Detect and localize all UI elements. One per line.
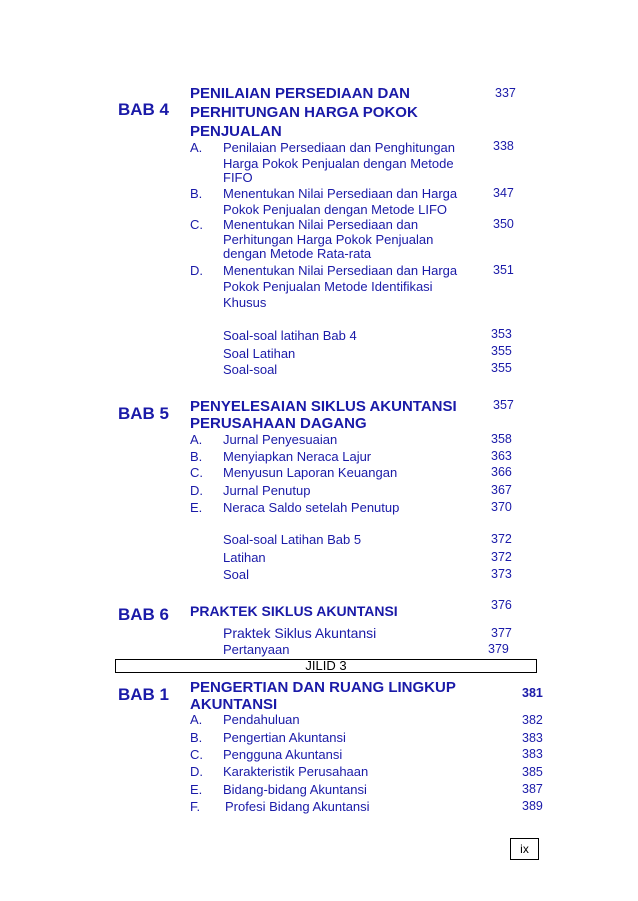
- item-line: Karakteristik Perusahaan: [223, 764, 369, 779]
- item-letter: D.: [190, 483, 203, 498]
- item-line: Harga Pokok Penjualan dengan Metode: [223, 156, 454, 171]
- page-number: 337: [495, 86, 516, 100]
- item-line: Menentukan Nilai Persediaan dan Harga: [223, 186, 458, 201]
- extra-item: Soal-soal Latihan Bab 5: [223, 532, 362, 547]
- item-line: Menyiapkan Neraca Lajur: [223, 449, 372, 464]
- page-number: 382: [522, 713, 543, 727]
- item-line: Pengertian Akuntansi: [223, 730, 346, 745]
- extra-item: Latihan: [223, 550, 266, 565]
- item-letter: A.: [190, 712, 203, 727]
- page-number: 389: [522, 799, 543, 813]
- page-number: 372: [491, 550, 512, 564]
- chapter-title-line: PRAKTEK SIKLUS AKUNTANSI: [190, 603, 398, 619]
- extra-item: Praktek Siklus Akuntansi: [223, 625, 377, 641]
- item-line: Menentukan Nilai Persediaan dan: [223, 217, 419, 232]
- item-line: Penilaian Persediaan dan Penghitungan: [223, 140, 456, 155]
- item-line: Bidang-bidang Akuntansi: [223, 782, 367, 797]
- page-number: 355: [491, 361, 512, 375]
- item-letter: F.: [190, 799, 201, 814]
- page-number: 363: [491, 449, 512, 463]
- page-number: 376: [491, 598, 512, 612]
- item-letter: B.: [190, 186, 203, 201]
- page-number: 353: [491, 327, 512, 341]
- page-number: 385: [522, 765, 543, 779]
- item-line: dengan Metode Rata-rata: [223, 246, 372, 261]
- extra-item: Soal Latihan: [223, 346, 296, 361]
- page-number: 373: [491, 567, 512, 581]
- item-line: Pokok Penjualan dengan Metode LIFO: [223, 202, 448, 217]
- page-number: 351: [493, 263, 514, 277]
- chapter-title-line: PENJUALAN: [190, 123, 282, 140]
- page-number: 338: [493, 139, 514, 153]
- chapter-title-line: AKUNTANSI: [190, 696, 278, 713]
- extra-item: Soal-soal: [223, 362, 278, 377]
- page-number: 377: [491, 626, 512, 640]
- extra-item: Pertanyaan: [223, 642, 290, 657]
- item-line: Menyusun Laporan Keuangan: [223, 465, 398, 480]
- item-letter: B.: [190, 730, 203, 745]
- page-number: 366: [491, 465, 512, 479]
- page-number: 383: [522, 747, 543, 761]
- item-line: Khusus: [223, 295, 267, 310]
- item-letter: B.: [190, 449, 203, 464]
- volume-divider: JILID 3: [115, 659, 537, 673]
- page-number: 350: [493, 217, 514, 231]
- extra-item: Soal: [223, 567, 250, 582]
- item-letter: A.: [190, 432, 203, 447]
- chapter-label: BAB 4: [118, 100, 170, 119]
- page-number: 383: [522, 731, 543, 745]
- item-letter: C.: [190, 465, 203, 480]
- item-line: FIFO: [223, 170, 253, 185]
- chapter-label: BAB 1: [118, 685, 170, 704]
- item-letter: D.: [190, 263, 203, 278]
- extra-item: Soal-soal latihan Bab 4: [223, 328, 357, 343]
- item-line: Perhitungan Harga Pokok Penjualan: [223, 232, 434, 247]
- page-number: 387: [522, 782, 543, 796]
- item-letter: E.: [190, 782, 203, 797]
- page-number: 355: [491, 344, 512, 358]
- chapter-label: BAB 5: [118, 404, 170, 423]
- item-line: Menentukan Nilai Persediaan dan Harga: [223, 263, 458, 278]
- item-line: Pokok Penjualan Metode Identifikasi: [223, 279, 433, 294]
- chapter-title-line: PENILAIAN PERSEDIAAN DAN: [190, 85, 411, 102]
- page-number: 358: [491, 432, 512, 446]
- chapter-title-line: PENYELESAIAN SIKLUS AKUNTANSI: [190, 398, 457, 415]
- page-number: 372: [491, 532, 512, 546]
- item-letter: E.: [190, 500, 203, 515]
- page-number: 357: [493, 398, 514, 412]
- item-line: Jurnal Penutup: [223, 483, 311, 498]
- chapter-title-line: PENGERTIAN DAN RUANG LINGKUP: [190, 679, 456, 696]
- item-line: Jurnal Penyesuaian: [223, 432, 338, 447]
- item-letter: D.: [190, 764, 203, 779]
- item-line: Profesi Bidang Akuntansi: [225, 799, 370, 814]
- page-number-box: ix: [510, 838, 539, 860]
- page-number: 370: [491, 500, 512, 514]
- item-line: Pengguna Akuntansi: [223, 747, 343, 762]
- chapter-title-line: PERHITUNGAN HARGA POKOK: [190, 104, 418, 121]
- item-letter: C.: [190, 747, 203, 762]
- item-letter: C.: [190, 217, 203, 232]
- chapter-label: BAB 6: [118, 605, 170, 624]
- item-line: Pendahuluan: [223, 712, 300, 727]
- page-number: 381: [522, 686, 543, 700]
- item-letter: A.: [190, 140, 203, 155]
- page-number: 347: [493, 186, 514, 200]
- page-number: 367: [491, 483, 512, 497]
- page-number: 379: [488, 642, 509, 656]
- item-line: Neraca Saldo setelah Penutup: [223, 500, 400, 515]
- chapter-title-line: PERUSAHAAN DAGANG: [190, 415, 367, 432]
